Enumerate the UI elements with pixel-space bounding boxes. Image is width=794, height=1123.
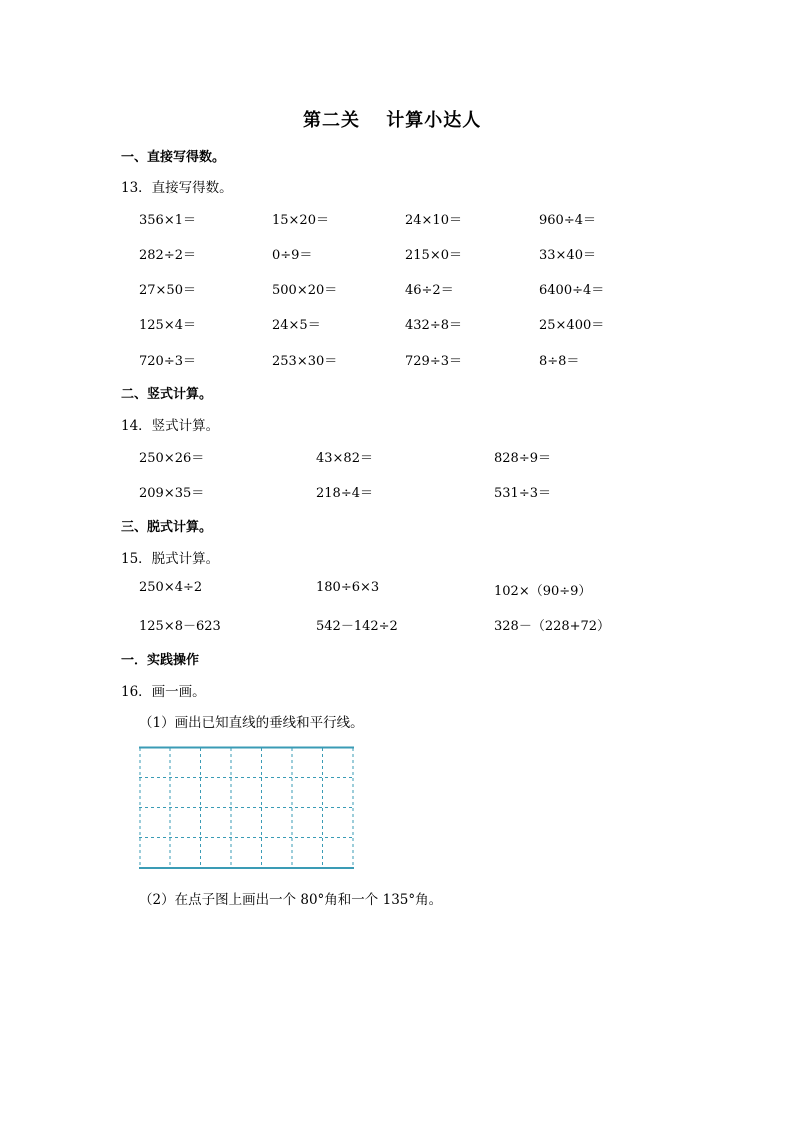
exercise-item: 102×（90÷9） [494,584,592,599]
section-heading-2: 二、竖式计算。 [121,387,213,402]
exercise-item: 500×20＝ [272,283,338,298]
drawing-grid[interactable] [139,746,355,874]
exercise-item: 46÷2＝ [405,283,454,298]
exercise-item: 250×26＝ [139,451,205,466]
exercise-item: 15×20＝ [272,213,329,228]
question-16-part-2: （2）在点子图上画出一个 80°角和一个 135°角。 [139,892,443,908]
question-16-part-1: （1）画出已知直线的垂线和平行线。 [139,715,364,731]
page-title: 第二关 计算小达人 [303,110,482,131]
exercise-item: 24×5＝ [272,318,321,333]
exercise-item: 542－142÷2 [316,619,398,634]
exercise-item: 0÷9＝ [272,248,313,263]
exercise-item: 25×400＝ [539,318,605,333]
question-13: 13．直接写得数。 [121,180,233,196]
grid-svg [139,746,355,870]
exercise-item: 328－（228+72） [494,619,611,634]
exercise-item: 24×10＝ [405,213,462,228]
exercise-item: 253×30＝ [272,354,338,369]
question-14: 14．竖式计算。 [121,418,220,434]
question-15: 15．脱式计算。 [121,551,220,567]
exercise-item: 531÷3＝ [494,486,551,501]
section-heading-3: 三、脱式计算。 [121,520,213,535]
section-heading-1: 一、直接写得数。 [121,150,226,165]
exercise-item: 180÷6×3 [316,580,380,595]
exercise-item: 125×4＝ [139,318,196,333]
exercise-item: 828÷9＝ [494,451,551,466]
exercise-item: 960÷4＝ [539,213,596,228]
exercise-item: 215×0＝ [405,248,462,263]
exercise-item: 356×1＝ [139,213,196,228]
exercise-item: 33×40＝ [539,248,596,263]
exercise-item: 282÷2＝ [139,248,196,263]
exercise-item: 209×35＝ [139,486,205,501]
exercise-item: 250×4÷2 [139,580,203,595]
exercise-item: 218÷4＝ [316,486,373,501]
exercise-item: 125×8－623 [139,619,221,634]
exercise-item: 43×82＝ [316,451,373,466]
question-16: 16．画一画。 [121,684,206,700]
exercise-item: 6400÷4＝ [539,283,605,298]
exercise-item: 8÷8＝ [539,354,580,369]
exercise-item: 27×50＝ [139,283,196,298]
section-heading-4: 一．实践操作 [121,653,200,668]
exercise-item: 720÷3＝ [139,354,196,369]
exercise-item: 432÷8＝ [405,318,462,333]
exercise-item: 729÷3＝ [405,354,462,369]
